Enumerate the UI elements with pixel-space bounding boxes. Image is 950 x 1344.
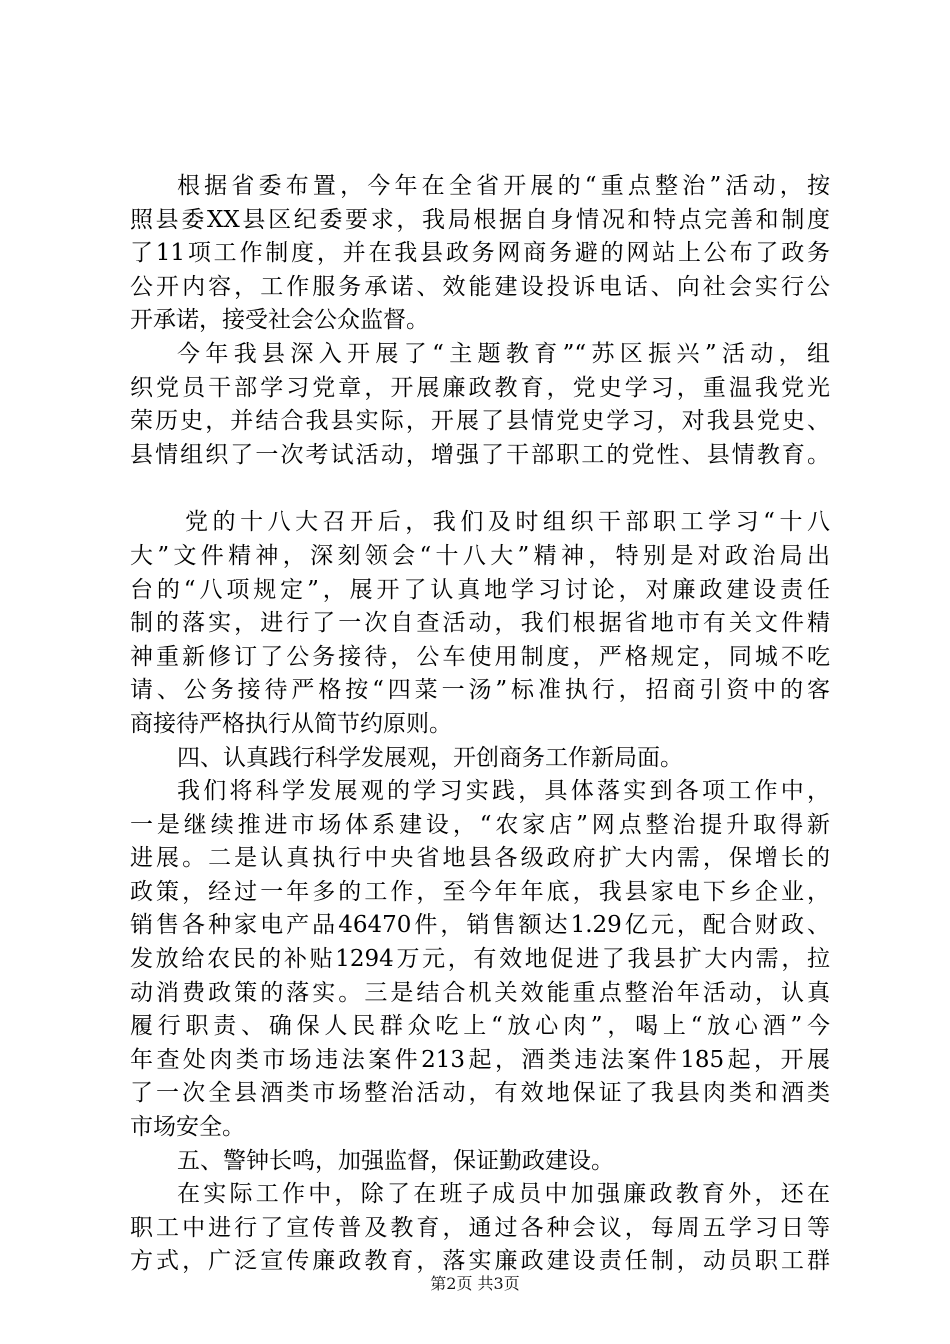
text-line: 了一次全县酒类市场整治活动，有效地保证了我县肉类和酒类 <box>130 1080 830 1107</box>
section-heading: 五、警钟长鸣，加强监督，保证勤政建设。 <box>177 1147 614 1174</box>
paragraph-7 <box>130 1178 830 1279</box>
section-heading-4 <box>130 742 830 776</box>
text-line: 一是继续推进市场体系建设，“农家店”网点整治提升取得新 <box>130 811 830 838</box>
text-line: 今年我县深入开展了“主题教育”“苏区振兴”活动，组 <box>177 340 830 367</box>
paragraph-gap <box>130 472 830 506</box>
text-line: 党的十八大召开后，我们及时组织干部职工学习“十八 <box>185 509 830 536</box>
text-line: 根据省委布置，今年在全省开展的“重点整治”活动，按 <box>177 173 830 199</box>
section-heading-5 <box>130 1145 830 1179</box>
text-line: 大”文件精神，深刻领会“十八大”精神，特别是对政治局出 <box>130 542 830 569</box>
text-line: 在实际工作中，除了在班子成员中加强廉政教育外，还在 <box>177 1181 830 1208</box>
paragraph-5 <box>130 775 830 1145</box>
text-line: 销售各种家电产品46470件，销售额达1.29亿元，配合财政、 <box>130 912 830 939</box>
paragraph-2 <box>130 338 830 472</box>
text-line: 县情组织了一次考试活动，增强了干部职工的党性、县情教育。 <box>130 441 830 468</box>
text-line: 台的“八项规定”，展开了认真地学习讨论，对廉政建设责任 <box>130 576 830 603</box>
text-line: 制的落实，进行了一次自查活动，我们根据省地市有关文件精 <box>130 610 830 637</box>
text-line: 履行职责、确保人民群众吃上“放心肉”，喝上“放心酒”今 <box>130 1013 830 1040</box>
paragraph-3 <box>130 506 830 741</box>
text-line: 年查处肉类市场违法案件213起，酒类违法案件185起，开展 <box>130 1046 830 1073</box>
section-heading: 四、认真践行科学发展观，开创商务工作新局面。 <box>177 744 683 771</box>
text-line: 我们将科学发展观的学习实践，具体落实到各项工作中， <box>177 778 830 805</box>
text-line: 市场安全。 <box>130 1114 245 1141</box>
text-line: 神重新修订了公务接待，公车使用制度，严格规定，同城不吃 <box>130 643 830 670</box>
text-line: 商接待严格执行从简节约原则。 <box>130 710 452 737</box>
text-line: 了11项工作制度，并在我县政务网商务避的网站上公布了政务 <box>130 240 830 267</box>
text-line: 开承诺，接受社会公众监督。 <box>130 307 429 334</box>
text-line: 职工中进行了宣传普及教育，通过各种会议，每周五学习日等 <box>130 1214 830 1241</box>
text-line: 进展。二是认真执行中央省地县各级政府扩大内需，保增长的 <box>130 845 830 872</box>
text-line: 请、公务接待严格按“四菜一汤”标准执行，招商引资中的客 <box>130 677 830 704</box>
text-line: 方式，广泛宣传廉政教育，落实廉政建设责任制，动员职工群 <box>130 1248 830 1275</box>
document-body <box>130 170 830 1279</box>
text-line: 荣历史，并结合我县实际，开展了县情党史学习，对我县党史、 <box>130 408 830 435</box>
text-line: 照县委XX县区纪委要求，我局根据自身情况和特点完善和制度 <box>130 206 830 233</box>
page-number-footer: 第2页 共3页 <box>430 1274 520 1293</box>
paragraph-1 <box>130 170 830 338</box>
text-line: 动消费政策的落实。三是结合机关效能重点整治年活动，认真 <box>130 979 830 1006</box>
text-line: 发放给农民的补贴1294万元，有效地促进了我县扩大内需，拉 <box>130 946 830 973</box>
text-line: 公开内容，工作服务承诺、效能建设投诉电话、向社会实行公 <box>130 273 830 300</box>
text-line: 政策，经过一年多的工作，至今年年底，我县家电下乡企业， <box>130 878 830 905</box>
text-line: 织党员干部学习党章，开展廉政教育，党史学习，重温我党光 <box>130 374 830 401</box>
